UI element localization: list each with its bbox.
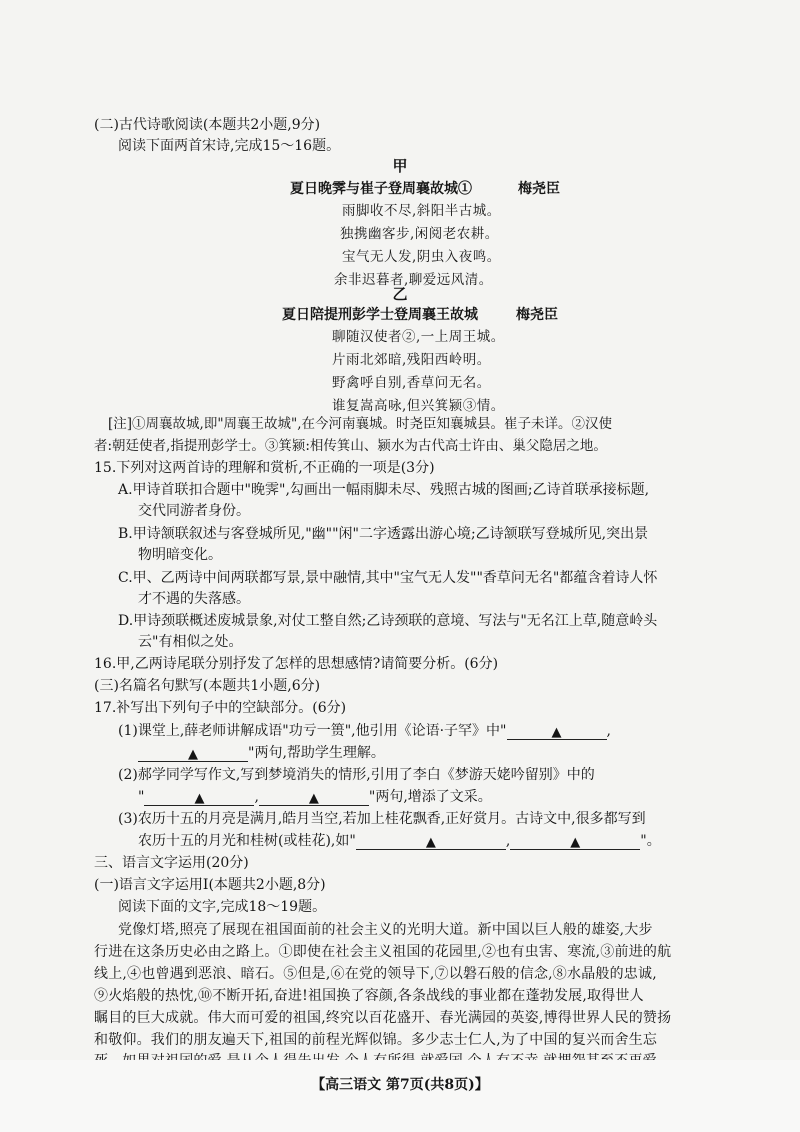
q17-item-3-text: (3)农历十五的月亮是满月,皓月当空,若加上桂花飘香,正好赏月。古诗文中,很多都写到 <box>118 811 646 827</box>
q17-stem: 17.补写出下列句子中的空缺部分。(6分) <box>94 700 347 716</box>
q15-stem: 15.下列对这两首诗的理解和赏析,不正确的一项是(3分) <box>94 460 435 476</box>
q17-blank-1b[interactable]: ▲ <box>138 745 248 762</box>
note-line-2: 者:朝廷使者,指提刑彭学士。③箕颍:相传箕山、颍水为古代高士许由、巢父隐居之地。 <box>94 438 607 454</box>
poem-b-line-4: 谁复嵩高咏,但兴箕颍③情。 <box>332 398 505 414</box>
section-dictation-heading: (三)名篇名句默写(本题共1小题,6分) <box>94 678 321 694</box>
q17-item-3-comma: , <box>505 833 511 849</box>
q15-option-c: C.甲、乙两诗中间两联都写景,景中融情,其中"宝气无人发""香草问无名"都蕴含着诗人怀 <box>118 570 658 586</box>
poem-a-line-2: 独携幽客步,闲阅老农耕。 <box>340 226 499 242</box>
q15-option-b-cont: 物明暗变化。 <box>138 547 222 563</box>
q17-blank-1a[interactable]: ▲ <box>507 723 607 740</box>
q15-option-d: D.甲诗颈联概述废城景象,对仗工整自然;乙诗颈联的意境、写法与"无名江上草,随意岭头 <box>118 613 658 629</box>
q17-blank-3a[interactable]: ▲ <box>356 833 506 850</box>
poem-b-line-2: 片雨北郊暗,残阳西岭明。 <box>332 352 491 368</box>
q15-option-c-cont: 才不遇的失落感。 <box>138 591 250 607</box>
q15-option-a-cont: 交代同游者身份。 <box>138 503 250 519</box>
q15-option-b: B.甲诗颔联叙述与客登城所见,"幽""闲"二字透露出游心境;乙诗颔联写登城所见,突出景 <box>118 526 649 542</box>
poem-a-line-4: 余非迟暮者,聊爱远风清。 <box>334 272 493 288</box>
q17-item-2-comma: , <box>254 789 259 805</box>
q17-item-1 <box>118 722 611 740</box>
section-poetry-heading: (二)古代诗歌阅读(本题共2小题,9分) <box>94 117 321 133</box>
q17-item-2-tail: "两句,增添了文采。 <box>368 789 492 805</box>
page-footer: 【高三语文 第7页(共8页)】 <box>311 1077 489 1093</box>
poem-a-title: 夏日晚霁与崔子登周襄故城① <box>290 181 472 197</box>
q15-option-a: A.甲诗首联扣合题中"晚霁",勾画出一幅雨脚未尽、残照古城的图画;乙诗首联承接标题, <box>118 482 650 498</box>
sub-language-heading: (一)语言文字运用Ⅰ(本题共2小题,8分) <box>94 877 326 893</box>
q17-blank-3b[interactable]: ▲ <box>510 833 640 850</box>
poem-b-line-1: 聊随汉使者②,一上周王城。 <box>332 329 505 345</box>
q16-stem: 16.甲,乙两诗尾联分别抒发了怎样的思想感情?请简要分析。(6分) <box>94 656 499 672</box>
note-line-1: [注]①周襄故城,即"周襄王故城",在今河南襄城。时尧臣知襄城县。崔子未详。②汉使 <box>108 416 613 432</box>
poem-a-label: 甲 <box>392 157 408 175</box>
poem-a-line-1: 雨脚收不尽,斜阳半古城。 <box>342 203 501 219</box>
q17-item-3-lead: 农历十五的月光和桂树(或桂花),如" <box>138 833 356 849</box>
q17-item-2-text: (2)郝学同学写作文,写到梦境消失的情形,引用了李白《梦游天姥吟留别》中的 <box>118 767 595 783</box>
sub-language-intro: 阅读下面的文字,完成18～19题。 <box>118 899 327 915</box>
q17-item-1-text: (1)课堂上,薛老师讲解成语"功亏一篑",他引用《论语·子罕》中" <box>118 723 507 739</box>
q17-item-2-cont <box>138 788 492 806</box>
q17-item-3-tail: "。 <box>640 833 661 849</box>
poem-b-author: 梅尧臣 <box>516 307 558 323</box>
section-poetry-intro: 阅读下面两首宋诗,完成15～16题。 <box>118 138 341 154</box>
q17-blank-2b[interactable]: ▲ <box>259 789 369 806</box>
bottom-margin <box>0 1060 800 1132</box>
passage-line-4: ⑨火焰般的热忱,⑩不断开拓,奋进!祖国换了容颜,各条战线的事业都在蓬勃发展,取得世人 <box>94 988 644 1004</box>
q17-item-1-comma: , <box>606 723 611 739</box>
q17-item-1-tail: "两句,帮助学生理解。 <box>248 745 385 761</box>
passage-line-3: 线上,④也曾遇到恶浪、暗石。⑤但是,⑥在党的领导下,⑦以磐石般的信念,⑧水晶般的忠诚, <box>94 966 657 982</box>
poem-a-line-3: 宝气无人发,阴虫入夜鸣。 <box>342 249 501 265</box>
q15-option-d-cont: 云"有相似之处。 <box>138 634 243 650</box>
q17-item-1-cont <box>138 744 385 762</box>
passage-line-5: 瞩目的巨大成就。伟大而可爱的祖国,终究以百花盛开、春光满园的英姿,博得世界人民的赞扬 <box>94 1010 672 1026</box>
passage-line-6: 和敬仰。我们的朋友遍天下,祖国的前程光辉似锦。多少志士仁人,为了中国的复兴而舍生忘 <box>94 1032 658 1048</box>
passage-line-2: 行进在这条历史必由之路上。①即使在社会主义祖国的花园里,②也有虫害、寒流,③前进的航 <box>94 944 672 960</box>
poem-b-label: 乙 <box>392 285 408 303</box>
q17-blank-2a[interactable]: ▲ <box>144 789 254 806</box>
poem-a-author: 梅尧臣 <box>518 181 560 197</box>
section-language-heading: 三、语言文字运用(20分) <box>94 855 249 871</box>
q17-item-3-cont <box>138 832 661 850</box>
poem-b-line-3: 野禽呼自别,香草问无名。 <box>332 375 491 391</box>
poem-b-title: 夏日陪提刑彭学士登周襄王故城 <box>282 307 478 323</box>
passage-line-1: 党像灯塔,照亮了展现在祖国面前的社会主义的光明大道。新中国以巨人般的雄姿,大步 <box>118 922 653 938</box>
q17-item-2-quote: " <box>138 789 145 805</box>
